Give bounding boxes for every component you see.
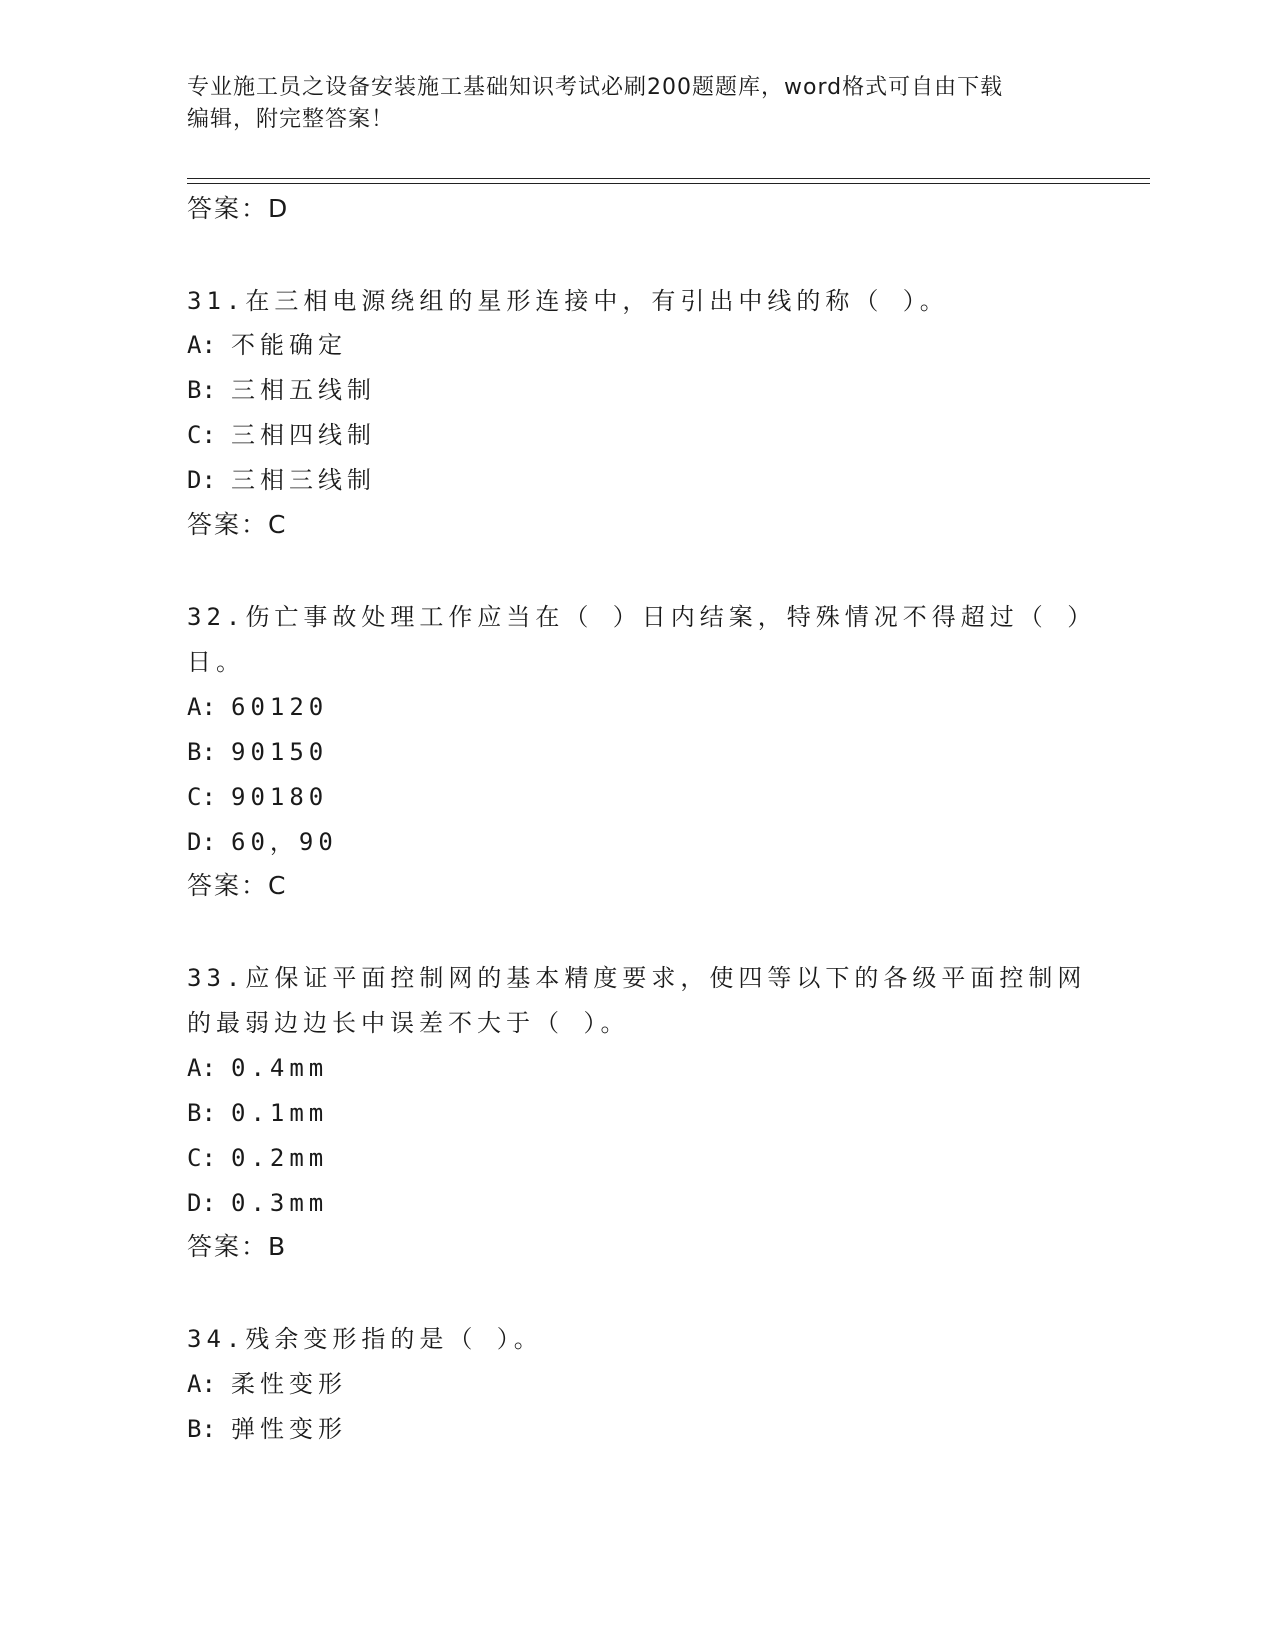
q33-option-d xyxy=(187,1186,328,1220)
q31-answer: 答案：C xyxy=(187,510,288,539)
option-text: 0.4mm xyxy=(231,1054,329,1082)
option-key: D: xyxy=(187,828,216,856)
q31-option-a xyxy=(187,328,347,362)
option-key: B: xyxy=(187,376,216,404)
option-key: C: xyxy=(187,783,216,811)
option-key: A: xyxy=(187,331,216,359)
header-divider-top xyxy=(187,178,1150,179)
option-key: C: xyxy=(187,421,216,449)
question-31-stem: 31.在三相电源绕组的星形连接中，有引出中线的称（ ）。 xyxy=(187,287,949,315)
option-key: D: xyxy=(187,466,216,494)
question-32-stem-line2: 日。 xyxy=(187,648,245,676)
header-divider-bottom xyxy=(187,183,1150,184)
document-header xyxy=(187,72,1087,136)
option-text: 90150 xyxy=(231,738,329,766)
option-text: 60120 xyxy=(231,693,329,721)
q34-option-a xyxy=(187,1367,347,1401)
q34-option-b xyxy=(187,1412,347,1446)
question-32-stem-line1: 32.伤亡事故处理工作应当在（ ）日内结案，特殊情况不得超过（ ） xyxy=(187,603,1097,631)
question-33-stem-line2: 的最弱边边长中误差不大于（ ）。 xyxy=(187,1009,630,1037)
q31-option-c xyxy=(187,418,376,452)
option-key: A: xyxy=(187,1054,216,1082)
option-text: 柔性变形 xyxy=(231,1370,347,1398)
answer-prev: 答案：D xyxy=(187,194,290,223)
option-key: B: xyxy=(187,1099,216,1127)
option-text: 90180 xyxy=(231,783,329,811)
q32-option-b xyxy=(187,735,328,769)
q31-option-b xyxy=(187,373,376,407)
q33-option-a xyxy=(187,1051,328,1085)
option-text: 三相五线制 xyxy=(231,376,376,404)
header-title-line2: 编辑，附完整答案！ xyxy=(187,107,395,132)
option-key: C: xyxy=(187,1144,216,1172)
option-key: B: xyxy=(187,1415,216,1443)
question-33-stem-line1: 33.应保证平面控制网的基本精度要求，使四等以下的各级平面控制网 xyxy=(187,964,1087,992)
option-text: 0.1mm xyxy=(231,1099,329,1127)
option-text: 60，90 xyxy=(231,828,338,856)
q32-option-a xyxy=(187,690,328,724)
option-key: B: xyxy=(187,738,216,766)
option-key: A: xyxy=(187,693,216,721)
question-34-stem: 34.残余变形指的是（ ）。 xyxy=(187,1325,543,1353)
option-text: 弹性变形 xyxy=(231,1415,347,1443)
option-text: 0.3mm xyxy=(231,1189,329,1217)
option-text: 三相三线制 xyxy=(231,466,376,494)
option-text: 0.2mm xyxy=(231,1144,329,1172)
option-key: D: xyxy=(187,1189,216,1217)
q33-option-c xyxy=(187,1141,328,1175)
q33-answer: 答案：B xyxy=(187,1232,288,1261)
header-title-line1: 专业施工员之设备安装施工基础知识考试必刷200题题库，word格式可自由下载 xyxy=(187,75,1004,100)
q33-option-b xyxy=(187,1096,328,1130)
q32-answer: 答案：C xyxy=(187,871,288,900)
q31-option-d xyxy=(187,463,376,497)
option-key: A: xyxy=(187,1370,216,1398)
option-text: 不能确定 xyxy=(231,331,347,359)
q32-option-c xyxy=(187,780,328,814)
option-text: 三相四线制 xyxy=(231,421,376,449)
q32-option-d xyxy=(187,825,338,859)
